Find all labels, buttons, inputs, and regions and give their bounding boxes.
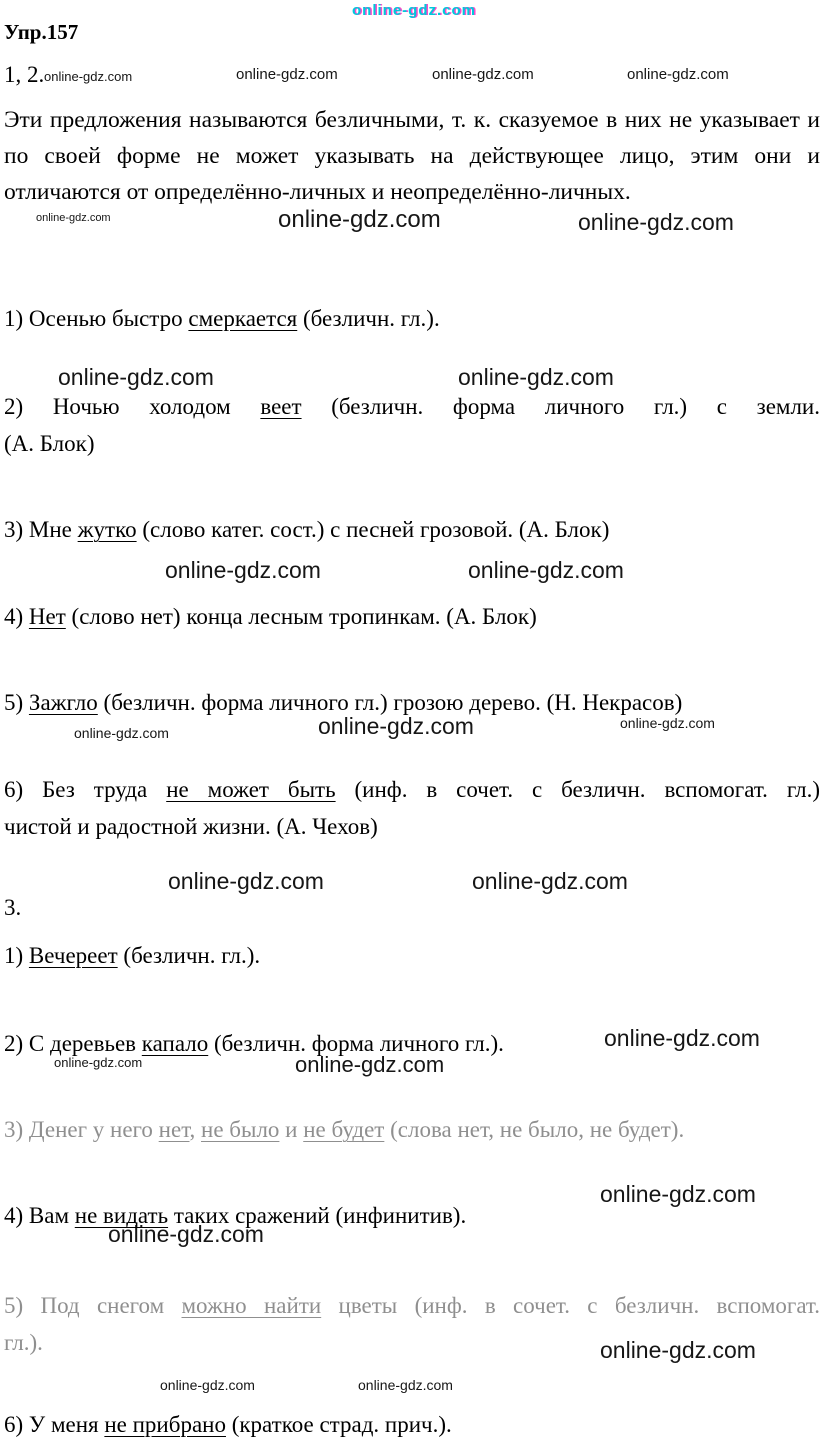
watermark: online-gdz.com (58, 364, 214, 390)
watermark: online-gdz.com (604, 1025, 760, 1051)
watermark: online-gdz.com (168, 868, 324, 894)
text-run: (слово катег. сост.) с песней грозовой. (А. Блок) (136, 517, 610, 542)
text-run: 1) Осенью быстро (4, 306, 189, 331)
sentence-s3-1 (4, 937, 820, 974)
text-run: (А. Блок) (4, 431, 95, 456)
sentence-line (4, 1025, 820, 1062)
underlined-term: Нет (28, 604, 66, 629)
sentence-s1-3 (4, 511, 820, 548)
underlined-term: жутко (77, 517, 137, 542)
text-run: 6) Без труда (4, 777, 167, 802)
sentence-line (4, 1406, 820, 1443)
watermark: online-gdz.com (160, 1377, 255, 1393)
text-run: (краткое страд. прич.). (225, 1412, 452, 1437)
watermark: online-gdz.com (472, 868, 628, 894)
watermark: online-gdz.com (458, 364, 614, 390)
text-run: и (279, 1117, 304, 1142)
watermark: online-gdz.com (165, 557, 321, 583)
text-run: (слово нет) конца лесным тропинкам. (А. Блок) (65, 604, 537, 629)
sentence-s1-1 (4, 300, 820, 337)
sentence-line (4, 684, 820, 721)
watermark: online-gdz.com (627, 66, 729, 83)
sentence-line (4, 511, 820, 548)
sentence-s1-4 (4, 598, 820, 635)
watermark: online-gdz.com (600, 1337, 756, 1363)
part-label-1-2: 1, 2. (4, 62, 45, 87)
sentence-line (4, 300, 820, 337)
text-run: 2) С деревьев (4, 1031, 142, 1056)
underlined-term: можно найти (181, 1293, 322, 1318)
watermark: online-gdz.com (600, 1181, 756, 1207)
underlined-term: не может быть (166, 777, 336, 802)
text-run: чистой и радостной жизни. (А. Чехов) (4, 814, 378, 839)
part-label-3: 3. (4, 895, 22, 920)
text-run: 4) (4, 604, 29, 629)
text-run: , (189, 1117, 202, 1142)
underlined-term: капало (141, 1031, 209, 1056)
watermark: online-gdz.com (432, 66, 534, 83)
sentence-s1-6 (4, 771, 820, 845)
text-run: 3) Денег у него (4, 1117, 159, 1142)
text-run: (безличн. форма личного гл.) с земли. (301, 394, 820, 419)
text-run: 2) Ночью холодом (4, 394, 261, 419)
text-run: таких сражений (инфинитив). (168, 1203, 467, 1228)
underlined-term: Вечереет (28, 943, 118, 968)
watermark: online-gdz.com (278, 206, 441, 233)
watermark: online-gdz.com (358, 1377, 453, 1393)
text-run: 5) (4, 690, 29, 715)
sentence-line (4, 1197, 820, 1234)
sentence-s3-6 (4, 1406, 820, 1443)
sentence-line (4, 1287, 820, 1324)
underlined-term: смеркается (188, 306, 298, 331)
text-run: 4) Вам (4, 1203, 75, 1228)
text-run: (безличн. форма личного гл.) грозою дерево. (Н. Некрасов) (97, 690, 683, 715)
watermark: online-gdz.com (295, 1052, 445, 1077)
sentence-s3-2 (4, 1025, 820, 1062)
sentence-line (4, 1324, 820, 1361)
watermark: online-gdz.com (36, 212, 111, 224)
text-run: цветы (инф. в сочет. с безличн. вспомогат. (321, 1293, 821, 1318)
watermark: online-gdz.com (44, 69, 133, 84)
text-run: (слова нет, не было, не будет). (384, 1117, 685, 1142)
exercise-heading: Упр.157 (4, 20, 79, 44)
watermark: online-gdz.com (352, 2, 476, 19)
sentence-line (4, 1111, 820, 1148)
watermark: online-gdz.com (468, 557, 624, 583)
text-run: гл.). (4, 1330, 43, 1355)
text-run: 5) Под снегом (4, 1293, 182, 1318)
text-run: (безличн. гл.). (297, 306, 440, 331)
sentence-line (4, 808, 820, 845)
watermark: online-gdz.com (108, 1221, 264, 1247)
sentence-line (4, 937, 820, 974)
sentence-s3-4 (4, 1197, 820, 1234)
watermark: online-gdz.com (74, 725, 169, 741)
text-run: 6) У меня (4, 1412, 105, 1437)
watermark: online-gdz.com (236, 66, 338, 83)
underlined-term: не будет (303, 1117, 385, 1142)
text-run: 1) (4, 943, 29, 968)
underlined-term: нет (158, 1117, 190, 1142)
sentence-line (4, 425, 820, 462)
underlined-term: не было (201, 1117, 280, 1142)
underlined-term: не видать (74, 1203, 169, 1228)
text-run: (безличн. гл.). (117, 943, 261, 968)
sentence-line (4, 388, 820, 425)
watermark: online-gdz.com (54, 1055, 143, 1070)
text-run: (безличн. форма личного гл.). (208, 1031, 504, 1056)
text-run: (инф. в сочет. с безличн. вспомогат. гл.) (335, 777, 821, 802)
watermark: online-gdz.com (578, 209, 734, 235)
sentence-s1-5 (4, 684, 820, 721)
watermark: online-gdz.com (318, 713, 474, 739)
text-run: 3) Мне (4, 517, 78, 542)
intro-paragraph: Эти предложения называются безличными, т. к. сказуемое в них не указывает и по своей форме не может указывать на действующее лицо, этим они и отличаются от определённо-личных и неопределённо-личных. (4, 107, 820, 205)
sentence-s3-3 (4, 1111, 820, 1148)
sentence-line (4, 771, 820, 808)
watermark: online-gdz.com (620, 715, 715, 731)
underlined-term: веет (260, 394, 302, 419)
underlined-term: Зажгло (28, 690, 98, 715)
sentence-s1-2 (4, 388, 820, 462)
sentence-s3-5 (4, 1287, 820, 1361)
underlined-term: не прибрано (104, 1412, 226, 1437)
sentence-line (4, 598, 820, 635)
